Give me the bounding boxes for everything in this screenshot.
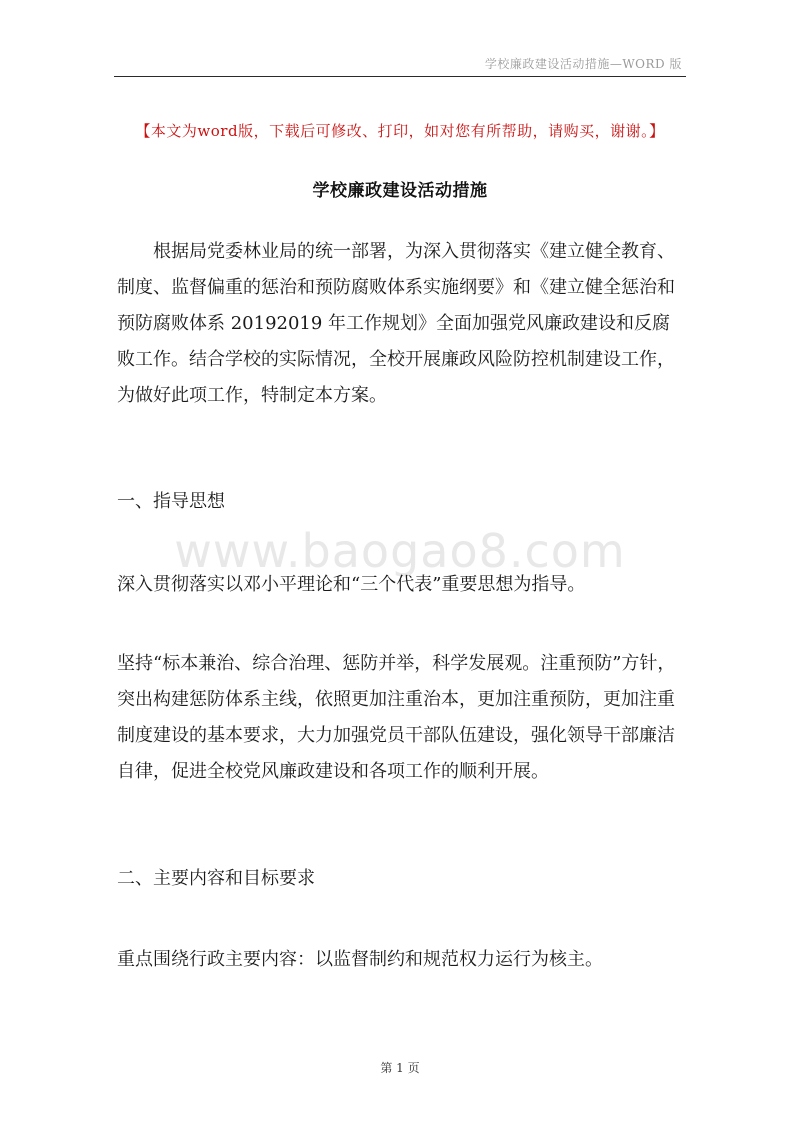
guideline-paragraph-1: 深入贯彻落实以邓小平理论和“三个代表”重要思想为指导。 [117, 574, 586, 595]
intro-paragraph: 根据局党委林业局的统一部署，为深入贯彻落实《建立健全教育、制度、监督偏重的惩治和预防腐败体系实施纲要》和《建立健全惩治和预防腐败体系 20192019 年工作规划》全面加强党风廉政建设和反腐败工作。结合学校的实际情况，全校开展廉政风险防控机制建设工作，为做好此项工作，特制定本方案。 [117, 241, 675, 406]
document-title: 学校廉政建设活动措施 [312, 181, 488, 201]
main-content-paragraph: 重点围绕行政主要内容：以监督制约和规范权力运行为核主。 [117, 949, 603, 970]
guideline-paragraph-2: 坚持“标本兼治、综合治理、惩防并举，科学发展观。注重预防”方针，突出构建惩防体系主线，依照更加注重治本，更加注重预防，更加注重制度建设的基本要求，大力加强党员干部队伍建设，强化领导干部廉洁自律，促进全校党风廉政建设和各项工作的顺利开展。 [117, 653, 676, 782]
running-header: 学校廉政建设活动措施—WORD 版 [484, 57, 682, 71]
page-number: 第 1 页 [380, 1061, 420, 1075]
header-divider [114, 76, 686, 77]
purchase-notice: 【本文为word版，下载后可修改、打印，如对您有所帮助，请购买，谢谢。】 [135, 122, 665, 140]
section-heading-main-content: 二、主要内容和目标要求 [117, 868, 315, 889]
section-heading-guiding-ideology: 一、指导思想 [117, 491, 225, 512]
watermark: www.baogao8.com [174, 524, 626, 578]
